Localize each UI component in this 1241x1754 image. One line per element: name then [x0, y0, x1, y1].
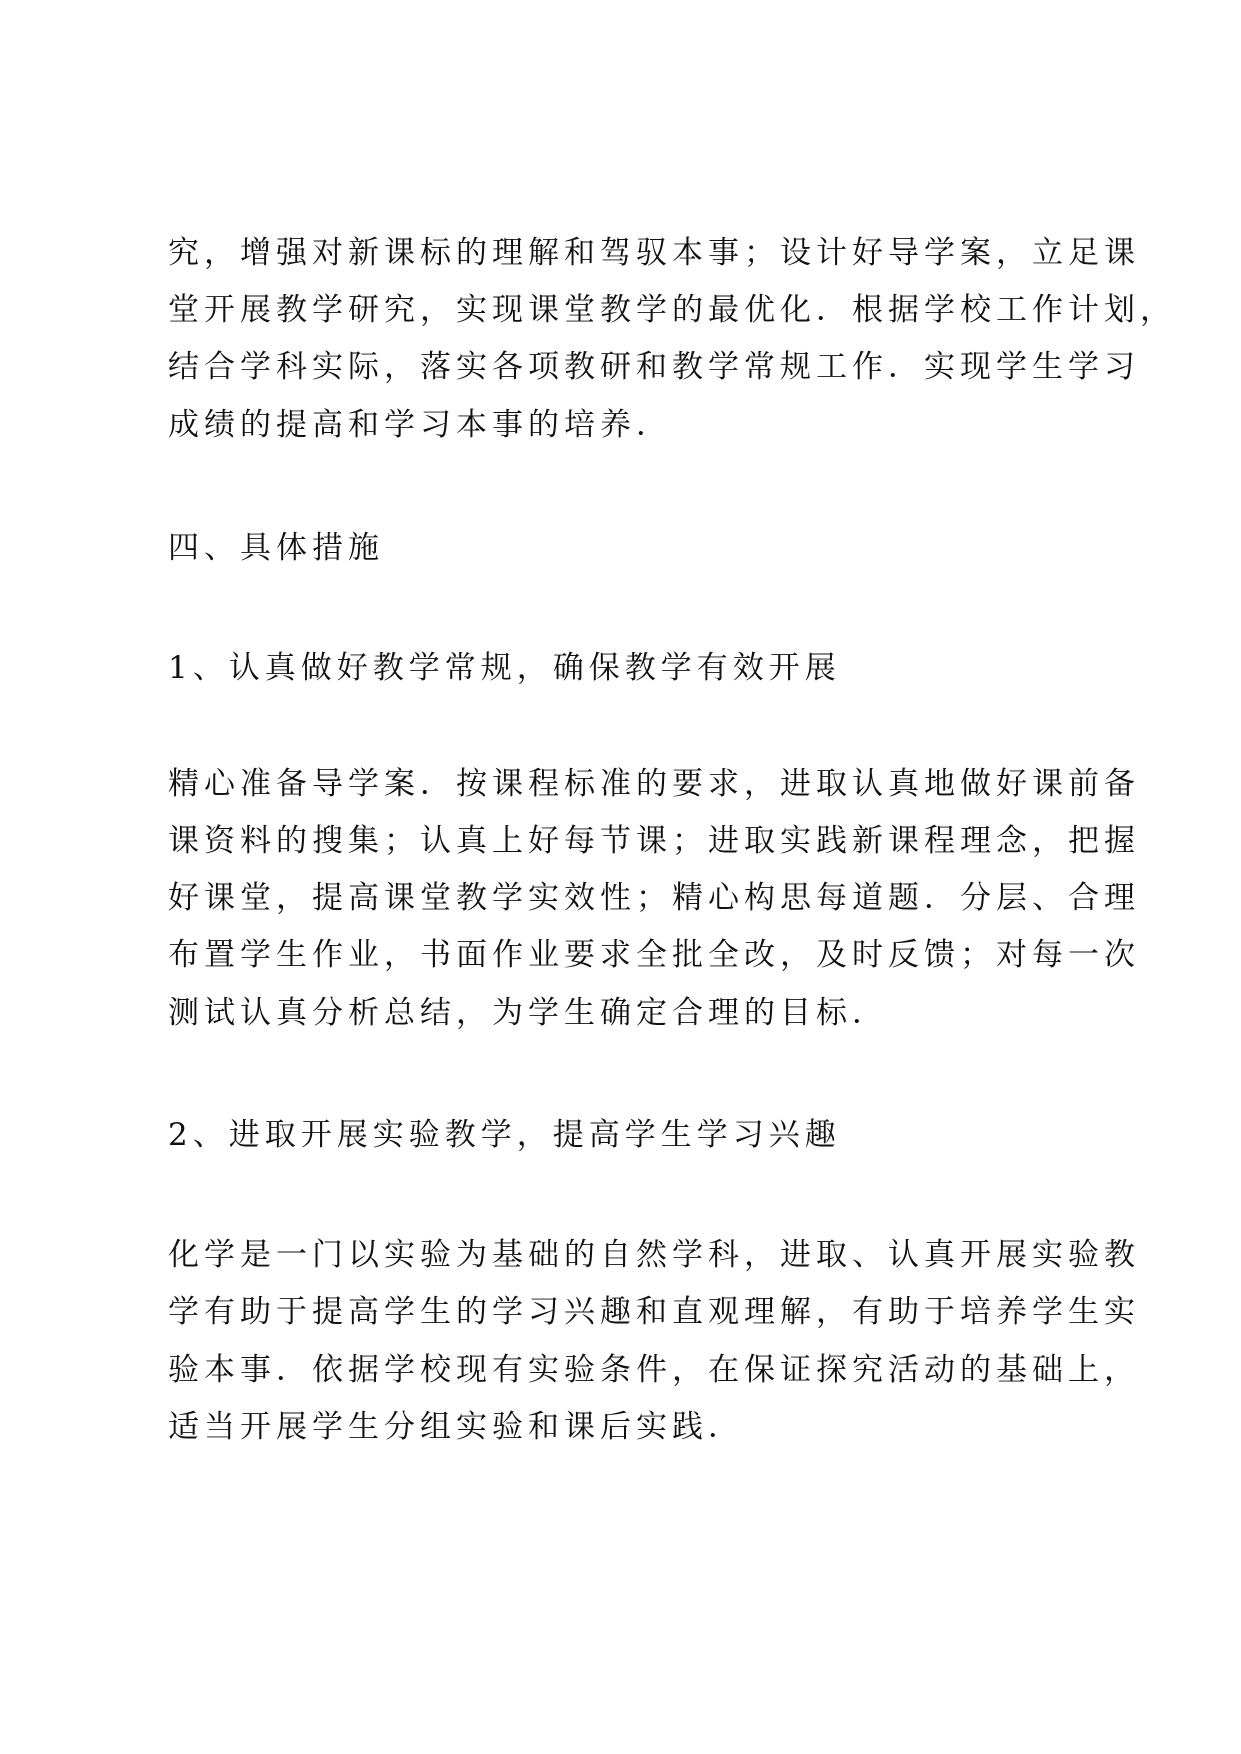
paragraph-line: 化学是一门以实验为基础的自然学科，进取、认真开展实验教 — [168, 1237, 1140, 1273]
paragraph-line: 成绩的提高和学习本事的培养． — [168, 407, 672, 443]
paragraph-line: 结合学科实际，落实各项教研和教学常规工作．实现学生学习 — [168, 349, 1140, 385]
section-heading: 四、具体措施 — [168, 530, 384, 566]
paragraph-line: 布置学生作业，书面作业要求全批全改，及时反馈；对每一次 — [168, 937, 1140, 973]
paragraph-line: 精心准备导学案．按课程标准的要求，进取认真地做好课前备 — [168, 766, 1140, 802]
paragraph-line: 堂开展教学研究，实现课堂教学的最优化．根据学校工作计划， — [168, 292, 1176, 328]
paragraph-line: 究，增强对新课标的理解和驾驭本事；设计好导学案，立足课 — [168, 235, 1140, 271]
paragraph-line: 学有助于提高学生的学习兴趣和直观理解，有助于培养学生实 — [168, 1294, 1140, 1330]
subsection-heading: 1、认真做好教学常规，确保教学有效开展 — [168, 650, 841, 686]
paragraph-line: 测试认真分析总结，为学生确定合理的目标． — [168, 995, 888, 1031]
paragraph-line: 课资料的搜集；认真上好每节课；进取实践新课程理念，把握 — [168, 823, 1140, 859]
paragraph-line: 适当开展学生分组实验和课后实践． — [168, 1409, 744, 1445]
paragraph-line: 好课堂，提高课堂教学实效性；精心构思每道题．分层、合理 — [168, 880, 1140, 916]
subsection-heading: 2、进取开展实验教学，提高学生学习兴趣 — [168, 1117, 841, 1153]
paragraph-line: 验本事．依据学校现有实验条件，在保证探究活动的基础上， — [168, 1352, 1140, 1388]
